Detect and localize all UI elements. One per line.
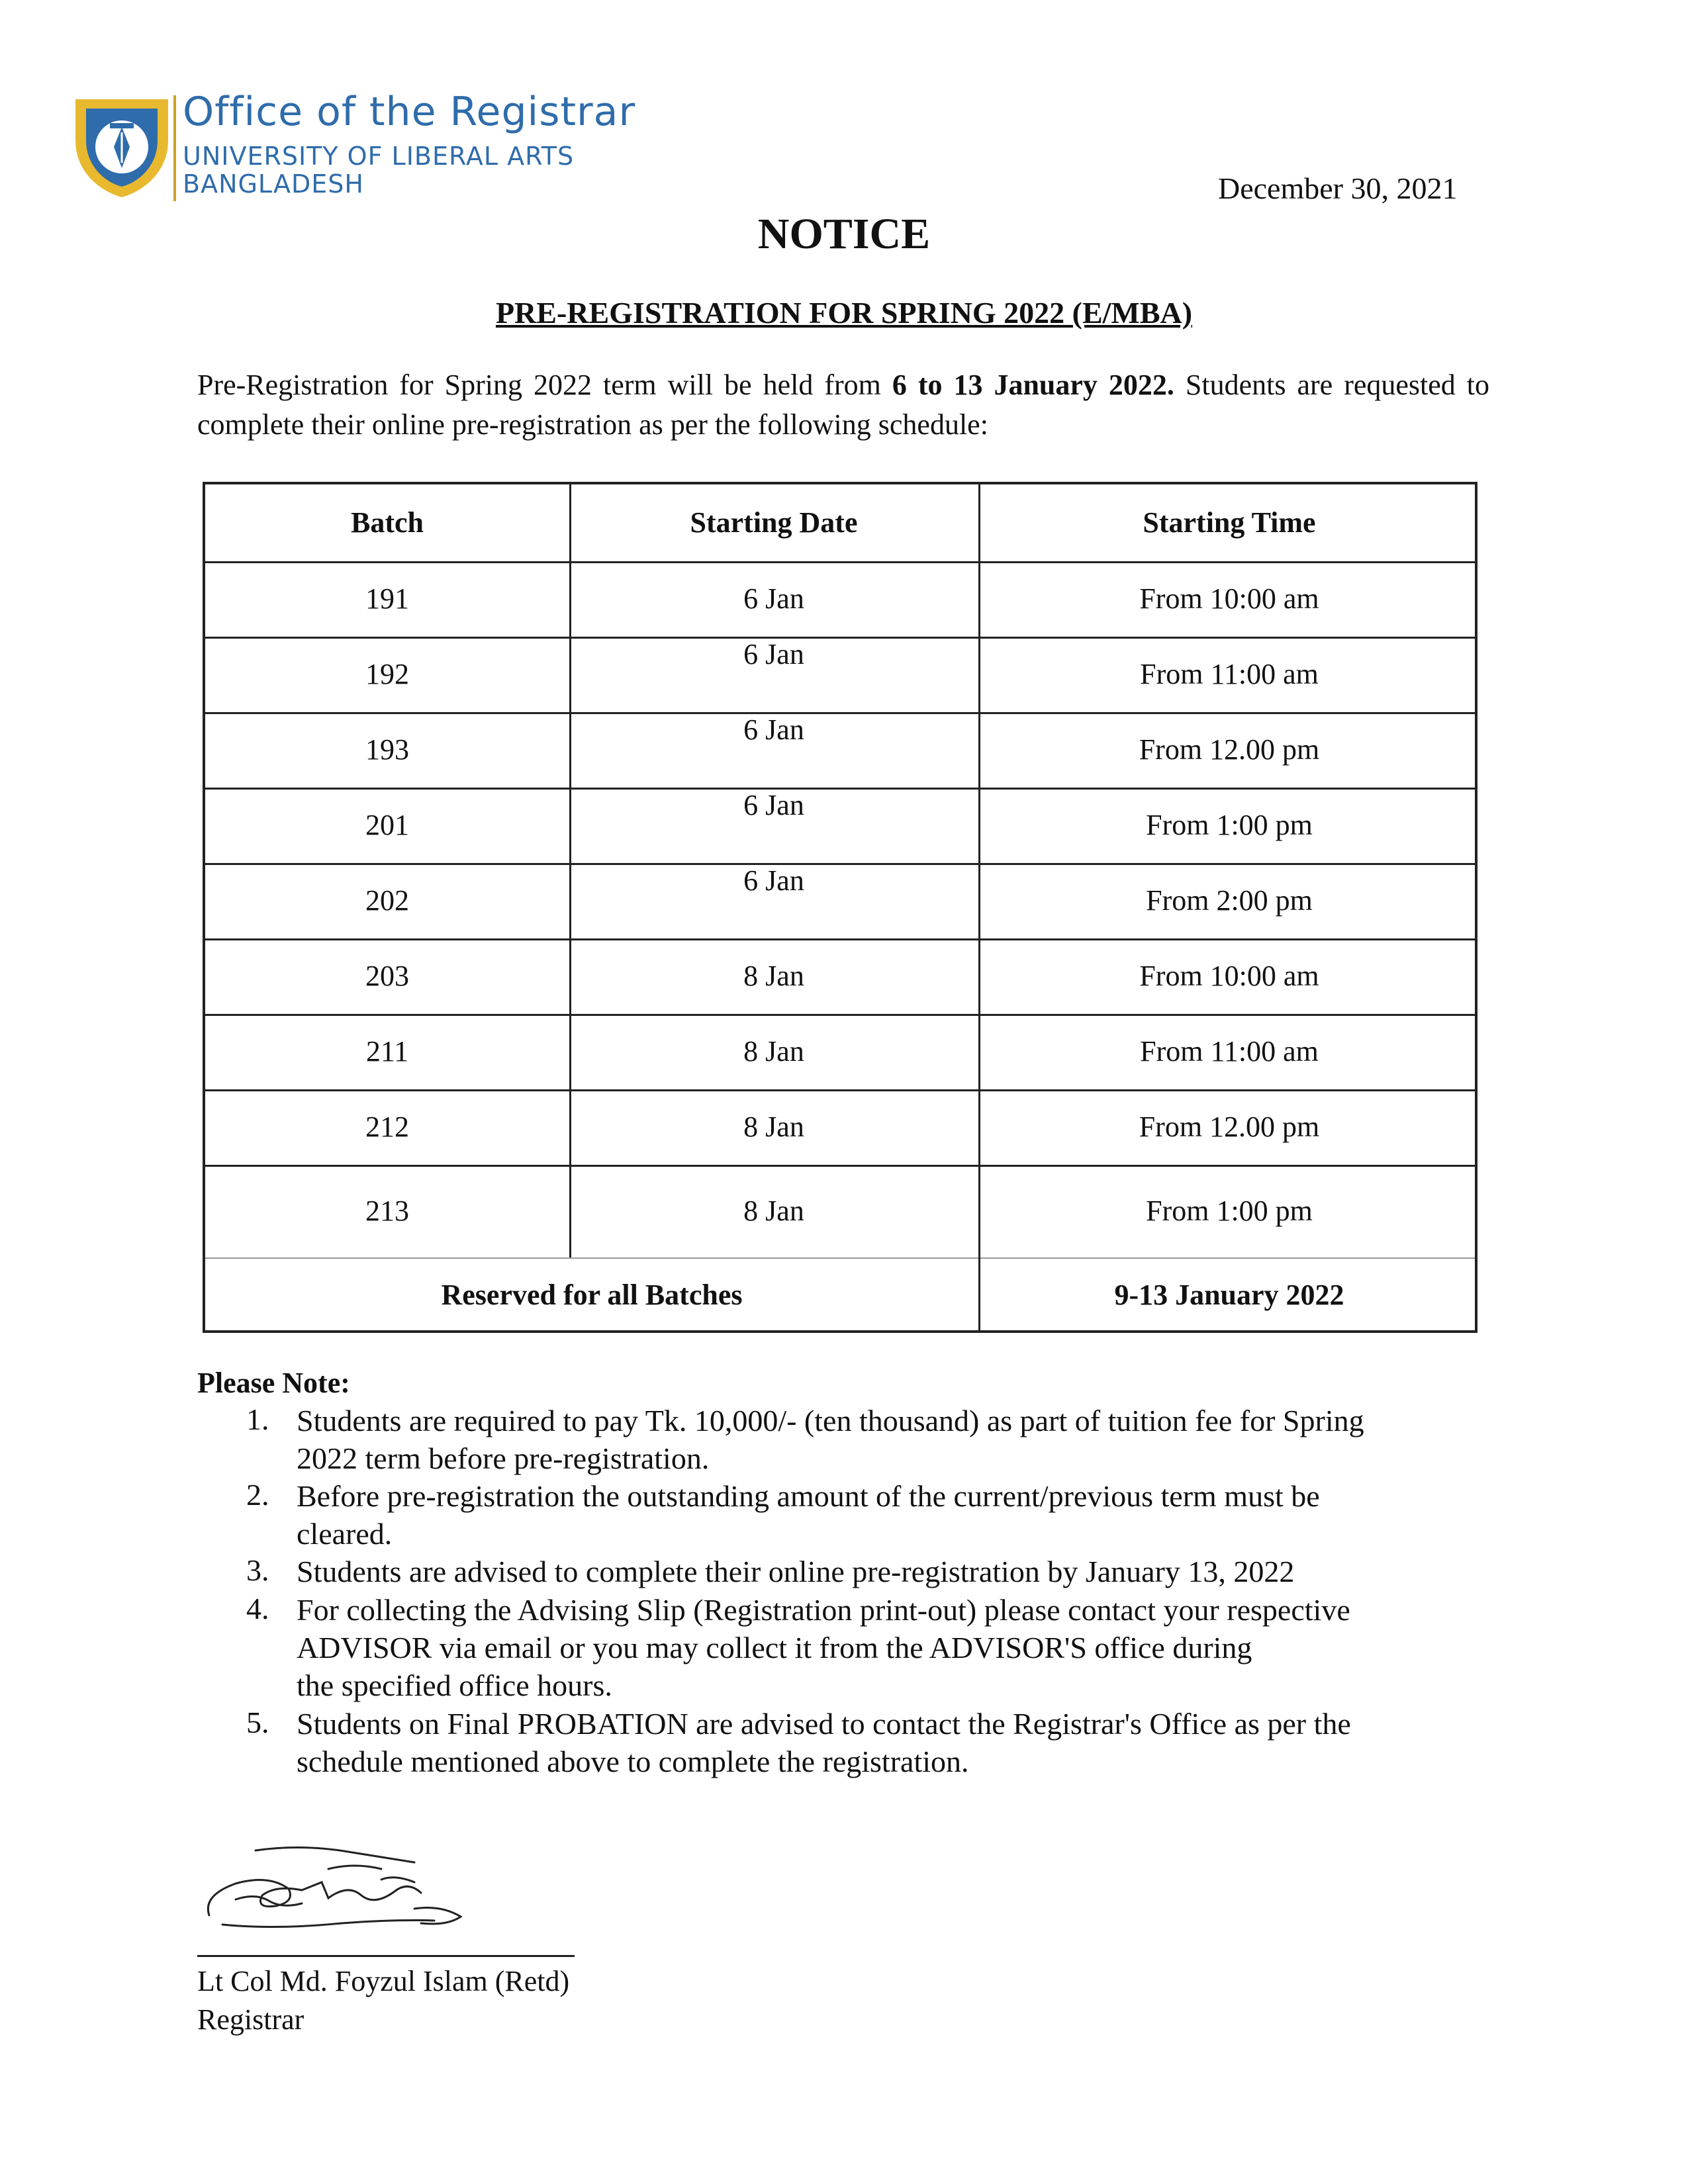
signature-image [196,1843,481,1935]
table-cell-batch: 212 [365,1111,409,1143]
signature-line [197,1955,575,1957]
table-cell-date: 8 Jan [743,1111,804,1143]
signatory-name: Lt Col Md. Foyzul Islam (Retd) [197,1965,570,1997]
note-number: 1. [246,1402,269,1436]
schedule-table [203,482,1477,1333]
header-starting-time: Starting Time [1143,506,1316,539]
note-text-line: ADVISOR via email or you may collect it from the ADVISOR'S office during [297,1631,1252,1664]
notes-heading: Please Note: [197,1367,350,1399]
letterhead-title: Office of the Registrar [183,89,636,135]
table-cell-batch: 203 [365,960,409,992]
note-text-line: Students on Final PROBATION are advised to contact the Registrar's Office as per the [297,1707,1351,1741]
table-cell-date: 8 Jan [743,1035,804,1068]
header-starting-date: Starting Date [690,506,858,539]
note-text-line: Students are required to pay Tk. 10,000/- (ten thousand) as part of tuition fee for Spring [297,1404,1364,1437]
note-number: 2. [246,1478,269,1512]
intro-text-after: Students are requested to complete their online pre-registration as per the following schedule: [197,369,1489,441]
table-cell-time: From 10:00 am [1139,960,1319,992]
footer-label: Reserved for all Batches [441,1279,743,1311]
table-cell-time: From 1:00 pm [1146,1195,1313,1227]
table-cell-time: From 11:00 am [1140,1035,1319,1068]
letterhead-university-line1: UNIVERSITY OF LIBERAL ARTS [183,142,575,171]
table-cell-time: From 10:00 am [1139,582,1319,615]
table-cell-batch: 202 [365,884,409,917]
table-cell-batch: 192 [365,658,409,690]
table-cell-batch: 211 [365,1035,409,1068]
note-text-line: the specified office hours. [297,1668,612,1702]
note-text-line: 2022 term before pre-registration. [297,1441,710,1475]
table-cell-date: 6 Jan [743,713,804,746]
table-cell-batch: 201 [365,809,409,841]
intro-text-before: Pre-Registration for Spring 2022 term will be held from [197,369,892,401]
table-cell-date: 8 Jan [743,1195,804,1227]
note-text-line: For collecting the Advising Slip (Registration print-out) please contact your respective [297,1593,1350,1627]
note-number: 4. [246,1592,269,1625]
intro-dates-bold: 6 to 13 January 2022. [892,369,1174,401]
intro-paragraph [197,365,1489,445]
table-cell-batch: 191 [365,582,409,615]
note-number: 5. [246,1706,269,1739]
header-batch: Batch [351,506,424,539]
notice-title: NOTICE [757,210,931,258]
table-cell-batch: 193 [365,733,409,766]
letterhead-university-line2: BANGLADESH [183,169,364,199]
note-text-line: Students are advised to complete their online pre-registration by January 13, 2022 [297,1555,1295,1588]
table-cell-date: 6 Jan [743,638,804,670]
notice-date: December 30, 2021 [1218,171,1458,205]
table-cell-time: From 2:00 pm [1146,884,1313,917]
note-text-line: cleared. [297,1517,393,1551]
note-text-line: Before pre-registration the outstanding amount of the current/previous term must be [297,1479,1320,1513]
table-cell-date: 6 Jan [743,864,804,897]
table-cell-date: 6 Jan [743,582,804,615]
university-seal-logo [69,94,175,200]
table-cell-date: 8 Jan [743,960,804,992]
table-cell-time: From 12.00 pm [1139,1111,1320,1143]
footer-value: 9-13 January 2022 [1114,1279,1344,1311]
table-cell-time: From 12.00 pm [1139,733,1320,766]
note-number: 3. [246,1553,269,1587]
table-cell-batch: 213 [365,1195,409,1227]
letterhead-divider [173,95,176,201]
signatory-title: Registrar [197,2003,305,2036]
note-text-line: schedule mentioned above to complete the registration. [297,1745,969,1778]
table-cell-time: From 1:00 pm [1146,809,1313,841]
table-cell-time: From 11:00 am [1140,658,1319,690]
notice-subtitle: PRE-REGISTRATION FOR SPRING 2022 (E/MBA) [495,296,1193,330]
table-cell-date: 6 Jan [743,789,804,821]
